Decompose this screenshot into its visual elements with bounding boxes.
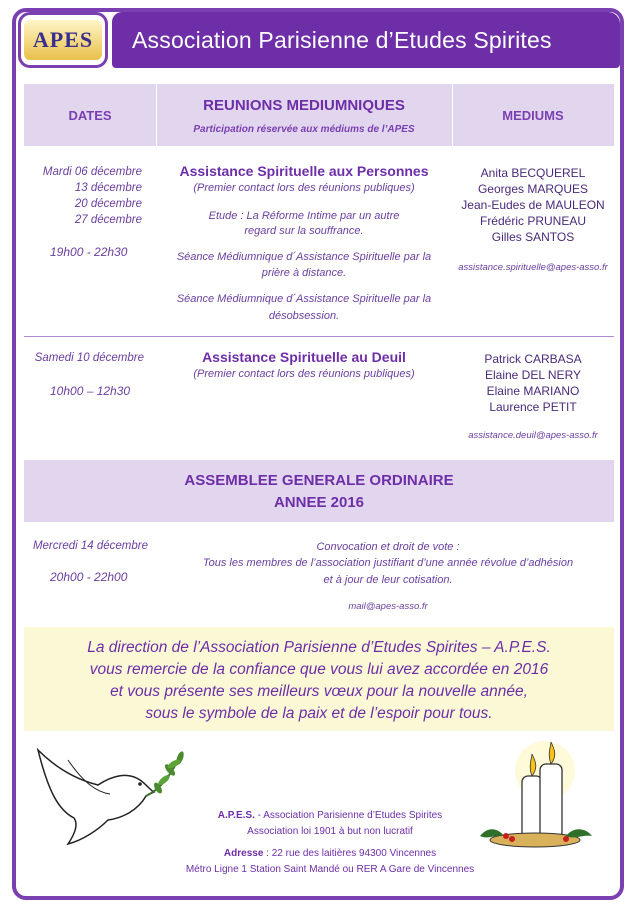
- session1-item-3-line-2: désobsession.: [268, 310, 340, 322]
- session2-medium-1: Patrick CARBASA: [484, 352, 582, 366]
- footer-address: : 22 rue des laitières 94300 Vincennes: [263, 848, 437, 859]
- session2-title: Assistance Spirituelle au Deuil: [202, 349, 406, 365]
- session1-email-link[interactable]: assistance.spirituelle@apes-asso.fr: [458, 262, 608, 273]
- assembly-title-line-2: ANNEE 2016: [273, 494, 365, 511]
- session2-medium-3: Elaine MARIANO: [486, 384, 580, 398]
- column-divider: [156, 84, 157, 146]
- assembly-date: Mercredi 14 décembre: [32, 540, 148, 552]
- column-header-subtitle: Participation réservée aux médiums de l’APES: [193, 124, 415, 135]
- assembly-title-line-1: ASSEMBLEE GENERALE ORDINAIRE: [184, 472, 454, 489]
- candles-illustration: [470, 736, 600, 856]
- session1-date-2: 13 décembre: [74, 182, 142, 194]
- session1-date-1: Mardi 06 décembre: [42, 166, 142, 178]
- session2-date: Samedi 10 décembre: [34, 352, 144, 364]
- page-title: Association Parisienne d’Etudes Spirites: [132, 26, 552, 53]
- header-bar: [112, 12, 620, 68]
- column-header-reunions: REUNIONS MEDIUMNIQUES: [203, 97, 405, 114]
- wishes-line-1: La direction de l’Association Parisienne d’Etudes Spirites – A.P.E.S.: [87, 639, 551, 656]
- session1-item-3-line-1: Séance Médiumnique d´Assistance Spirituelle par la: [176, 293, 432, 305]
- footer-address-line: [160, 848, 500, 859]
- logo-text: APES: [24, 20, 102, 60]
- dove-illustration: [28, 740, 198, 850]
- wishes-box: [24, 627, 614, 731]
- assembly-time: 20h00 - 22h00: [50, 570, 128, 584]
- session2-email-link[interactable]: assistance.deuil@apes-asso.fr: [468, 430, 598, 441]
- session1-item-2-line-1: Séance Médiumnique d´Assistance Spirituelle par la: [176, 251, 432, 263]
- session1-date-3: 20 décembre: [74, 198, 142, 210]
- session1-medium-3: Jean-Eudes de MAULEON: [461, 198, 605, 212]
- column-header-dates: DATES: [68, 108, 112, 123]
- footer-address-label: Adresse: [223, 848, 264, 859]
- session1-medium-2: Georges MARQUES: [477, 182, 589, 196]
- session2-medium-4: Laurence PETIT: [489, 400, 577, 414]
- column-header-mediums: MEDIUMS: [502, 108, 564, 123]
- session1-title: Assistance Spirituelle aux Personnes: [179, 163, 429, 179]
- session1-item-1-line-1: Etude : La Réforme Intime par un autre: [208, 210, 400, 222]
- session1-date-4: 27 décembre: [74, 214, 142, 226]
- wishes-line-4: sous le symbole de la paix et de l’espoir pour tous.: [145, 705, 493, 722]
- session2-time: 10h00 – 12h30: [50, 384, 131, 398]
- apes-logo: [18, 12, 108, 68]
- session1-medium-5: Gilles SANTOS: [491, 230, 575, 244]
- session1-item-1-line-2: regard sur la souffrance.: [244, 225, 364, 237]
- assembly-text-line-1: Convocation et droit de vote :: [316, 541, 460, 553]
- session1-item-2-line-2: prière à distance.: [261, 267, 347, 279]
- assembly-text-line-3: et à jour de leur cotisation.: [323, 574, 453, 586]
- session1-medium-4: Frédéric PRUNEAU: [479, 214, 587, 228]
- session1-medium-1: Anita BECQUEREL: [480, 166, 586, 180]
- session1-subtitle: (Premier contact lors des réunions publiques): [193, 182, 415, 194]
- wishes-line-3: et vous présente ses meilleurs vœux pour la nouvelle année,: [110, 683, 528, 700]
- footer-org-line: [180, 810, 480, 821]
- assembly-band: [24, 460, 614, 522]
- footer-org-name: - Association Parisienne d’Etudes Spirites: [254, 810, 443, 821]
- section-separator: [24, 336, 614, 337]
- session2-medium-2: Elaine DEL NERY: [484, 368, 582, 382]
- footer-metro: Métro Ligne 1 Station Saint Mandé ou RER A Gare de Vincennes: [185, 864, 475, 875]
- footer-law: Association loi 1901 à but non lucratif: [247, 826, 413, 837]
- session1-time: 19h00 - 22h30: [50, 245, 128, 259]
- assembly-email-link[interactable]: mail@apes-asso.fr: [348, 601, 428, 612]
- wishes-line-2: vous remercie de la confiance que vous lui avez accordée en 2016: [89, 661, 549, 678]
- footer-org-abbr: A.P.E.S.: [217, 810, 255, 821]
- assembly-text-line-2: Tous les membres de l’association justifiant d’une année révolue d’adhésion: [202, 557, 574, 569]
- session2-subtitle: (Premier contact lors des réunions publiques): [193, 368, 415, 380]
